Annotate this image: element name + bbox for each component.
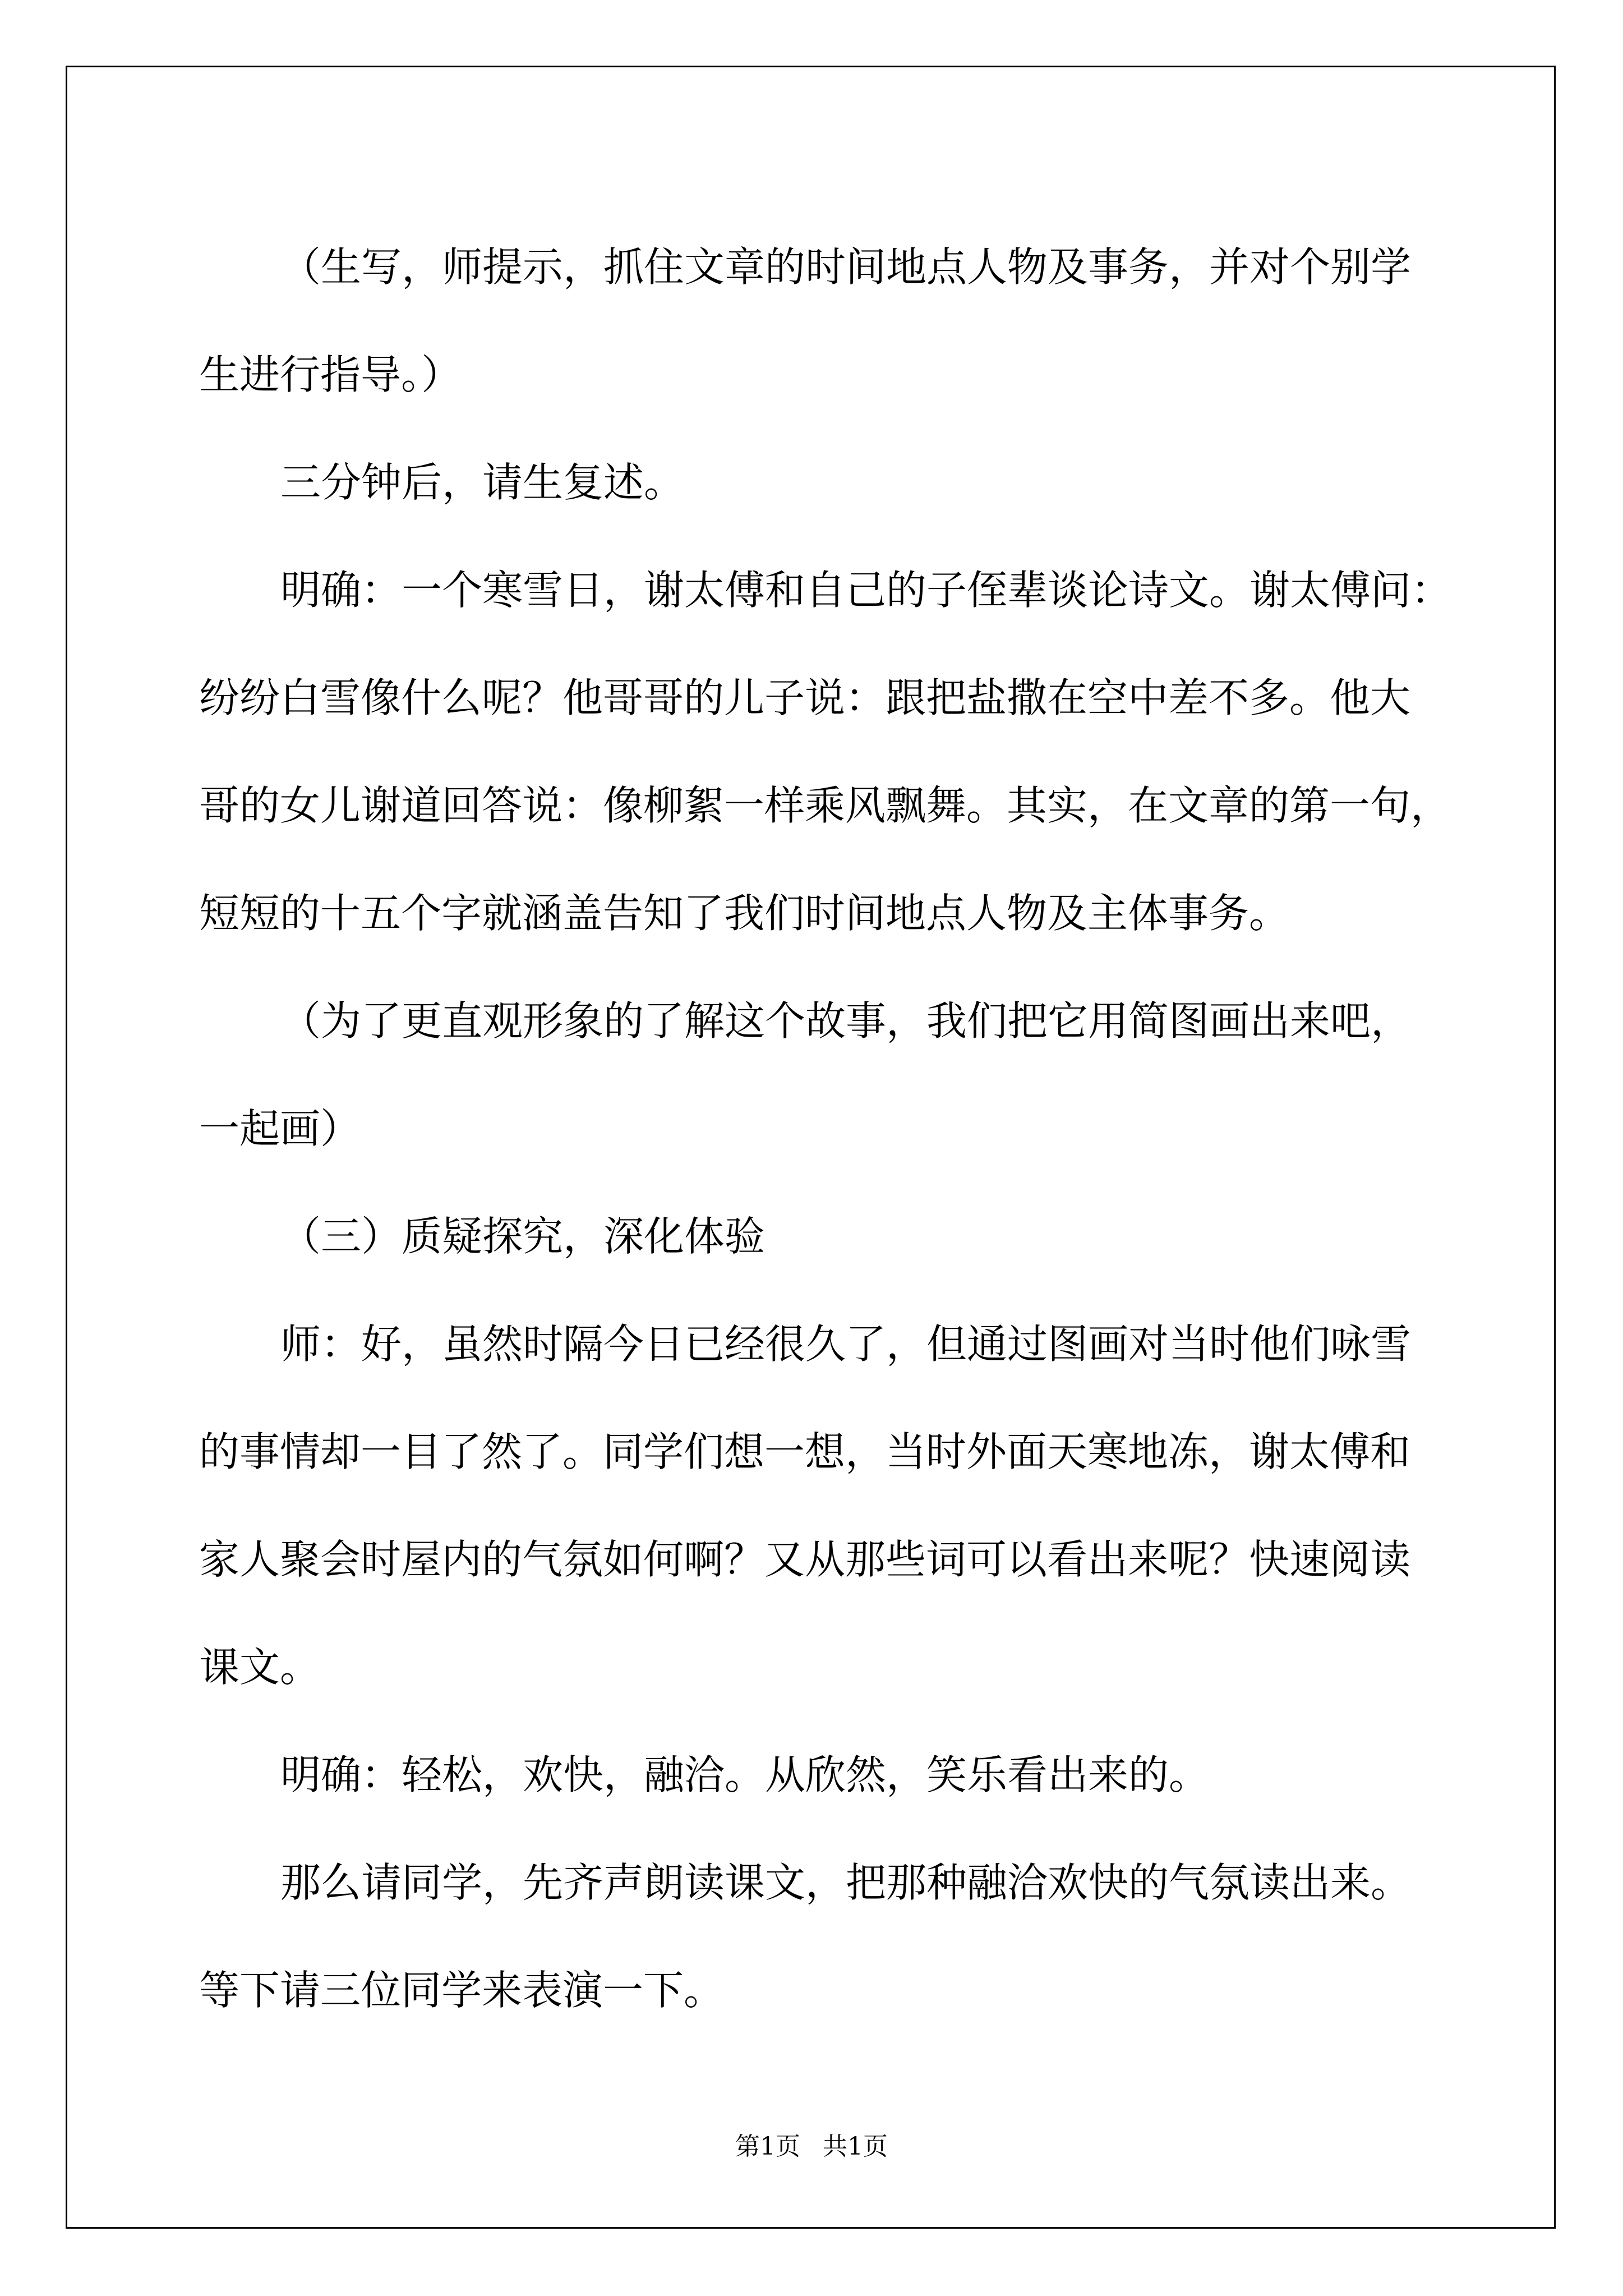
text-line: 明确：轻松，欢快，融洽。从欣然，笑乐看出来的。 bbox=[280, 1751, 1210, 1798]
text-line: 纷纷白雪像什么呢？他哥哥的儿子说：跟把盐撒在空中差不多。他大 bbox=[199, 674, 1411, 721]
text-line: 短短的十五个字就涵盖告知了我们时间地点人物及主体事务。 bbox=[199, 890, 1290, 937]
page-total: 共1页 bbox=[823, 2132, 888, 2161]
text-line: （三）质疑探究，深化体验 bbox=[280, 1213, 766, 1260]
text-line: 一起画） bbox=[199, 1105, 361, 1152]
text-line: 那么请同学，先齐声朗读课文，把那种融洽欢快的气氛读出来。 bbox=[280, 1859, 1412, 1906]
text-line: 哥的女儿谢道回答说：像柳絮一样乘风飘舞。其实，在文章的第一句， bbox=[199, 782, 1451, 829]
text-line: 生进行指导。） bbox=[199, 351, 462, 398]
page-footer bbox=[0, 2126, 1623, 2162]
page-number: 第1页 bbox=[735, 2132, 800, 2161]
text-line: （为了更直观形象的了解这个故事，我们把它用简图画出来吧， bbox=[280, 997, 1412, 1045]
text-line: （生写，师提示，抓住文章的时间地点人物及事务，并对个别学 bbox=[280, 243, 1412, 291]
text-line: 的事情却一目了然了。同学们想一想，当时外面天寒地冻，谢太傅和 bbox=[199, 1428, 1411, 1475]
text-line: 师：好，虽然时隔今日已经很久了，但通过图画对当时他们咏雪 bbox=[280, 1320, 1412, 1368]
document-body bbox=[199, 213, 1452, 2044]
text-line: 课文。 bbox=[199, 1644, 321, 1691]
text-line: 等下请三位同学来表演一下。 bbox=[199, 1967, 725, 2014]
text-line: 三分钟后，请生复述。 bbox=[280, 459, 685, 506]
text-line: 家人聚会时屋内的气氛如何啊？又从那些词可以看出来呢？快速阅读 bbox=[199, 1536, 1411, 1583]
text-line: 明确：一个寒雪日，谢太傅和自己的子侄辈谈论诗文。谢太傅问： bbox=[280, 567, 1452, 614]
